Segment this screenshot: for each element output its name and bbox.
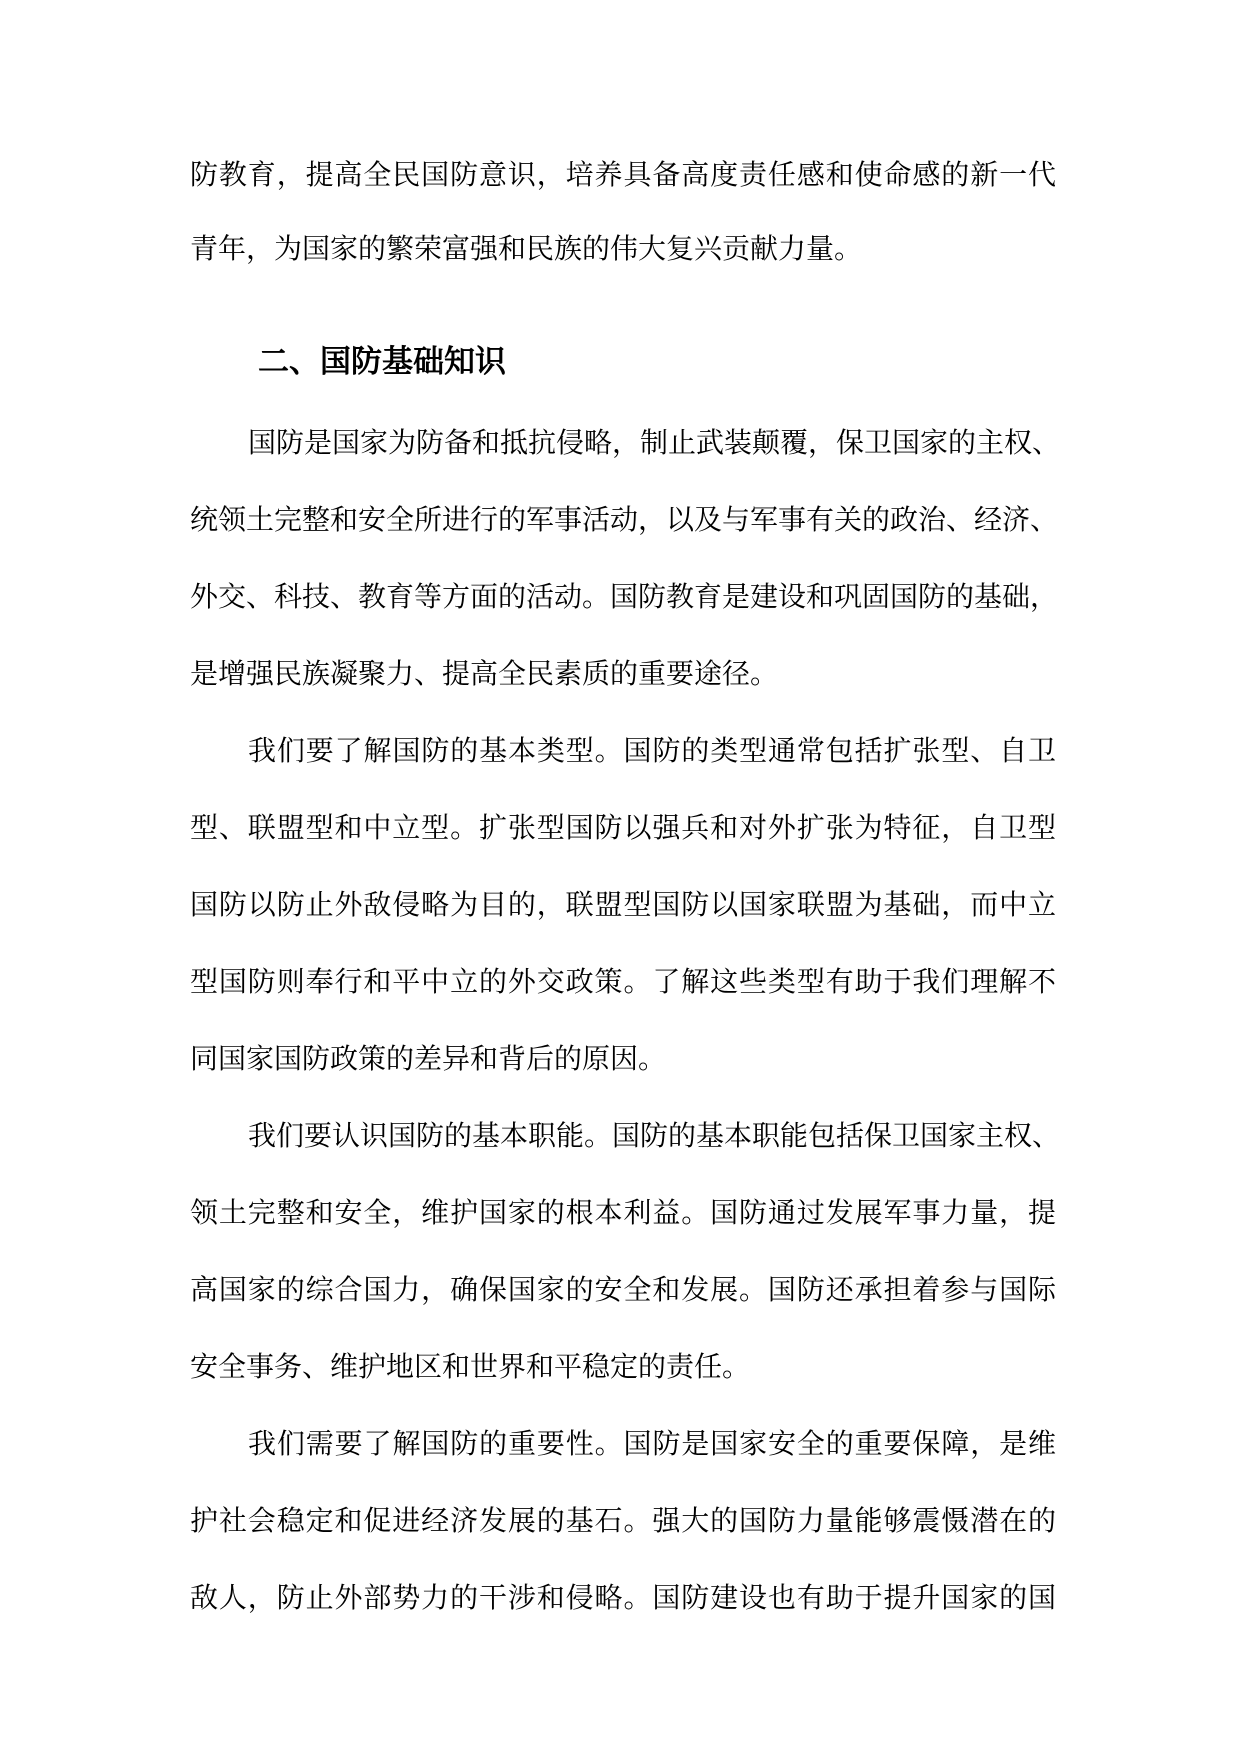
body-text-line: 高国家的综合国力，确保国家的安全和发展。国防还承担着参与国际 [190, 1273, 1056, 1306]
body-text-line: 型国防则奉行和平中立的外交政策。了解这些类型有助于我们理解不 [190, 965, 1056, 998]
body-text-line: 敌人，防止外部势力的干涉和侵略。国防建设也有助于提升国家的国 [190, 1581, 1056, 1614]
body-text-line: 国防以防止外敌侵略为目的，联盟型国防以国家联盟为基础，而中立 [190, 888, 1056, 921]
body-text-line: 领土完整和安全，维护国家的根本利益。国防通过发展军事力量，提 [190, 1196, 1056, 1229]
body-text-line: 防教育，提高全民国防意识，培养具备高度责任感和使命感的新一代 [190, 158, 1056, 191]
body-text-line: 国防是国家为防备和抵抗侵略，制止武装颠覆，保卫国家的主权、 [248, 426, 1061, 459]
body-text-line: 我们需要了解国防的重要性。国防是国家安全的重要保障，是维 [248, 1427, 1056, 1460]
body-text-line: 我们要认识国防的基本职能。国防的基本职能包括保卫国家主权、 [248, 1119, 1061, 1152]
body-text-line: 安全事务、维护地区和世界和平稳定的责任。 [190, 1350, 751, 1383]
body-text-line: 我们要了解国防的基本类型。国防的类型通常包括扩张型、自卫 [248, 734, 1056, 767]
body-text-line: 青年，为国家的繁荣富强和民族的伟大复兴贡献力量。 [190, 232, 863, 265]
body-text-line: 同国家国防政策的差异和背后的原因。 [190, 1042, 667, 1075]
body-text-line: 统领土完整和安全所进行的军事活动，以及与军事有关的政治、经济、 [190, 503, 1059, 536]
body-text-line: 型、联盟型和中立型。扩张型国防以强兵和对外扩张为特征，自卫型 [190, 811, 1056, 844]
body-text-line: 外交、科技、教育等方面的活动。国防教育是建设和巩固国防的基础， [190, 580, 1059, 613]
body-text-line: 护社会稳定和促进经济发展的基石。强大的国防力量能够震慑潜在的 [190, 1504, 1056, 1537]
body-text-line: 是增强民族凝聚力、提高全民素质的重要途径。 [190, 657, 779, 690]
section-heading: 二、国防基础知识 [258, 344, 506, 380]
